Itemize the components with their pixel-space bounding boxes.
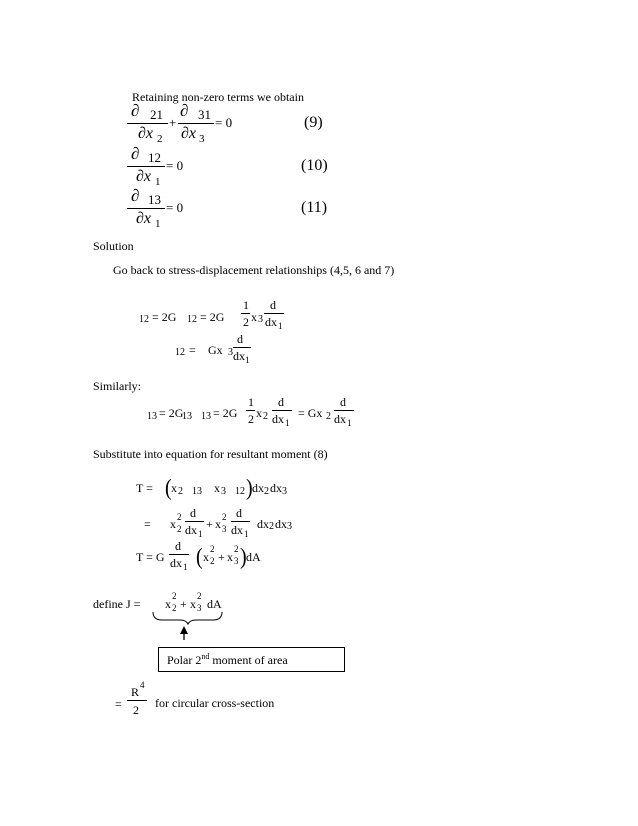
subscript: 1 bbox=[155, 176, 161, 188]
term: x bbox=[171, 481, 177, 495]
substitute-text: Substitute into equation for resultant moment (8) bbox=[93, 447, 328, 461]
term: x bbox=[256, 406, 262, 420]
subscript: 3 bbox=[222, 524, 227, 534]
term: = Gx bbox=[298, 406, 323, 420]
term: x bbox=[251, 310, 257, 324]
term: x bbox=[165, 597, 171, 611]
equals-sign: = bbox=[144, 517, 151, 531]
equation-number: (11) bbox=[301, 199, 328, 216]
term: = bbox=[189, 343, 196, 357]
numerator: R bbox=[131, 685, 140, 699]
subscript: 2 bbox=[177, 524, 182, 534]
term: = 2G bbox=[200, 310, 225, 324]
term: dx bbox=[257, 517, 269, 531]
half-numerator: 1 bbox=[243, 298, 249, 312]
polar-label-post: moment of area bbox=[209, 653, 288, 667]
term: dx bbox=[275, 517, 287, 531]
partial-symbol: ∂ bbox=[131, 186, 140, 205]
subscript: 13 bbox=[148, 192, 161, 207]
denominator: ∂x bbox=[181, 125, 197, 142]
subscript: 2 bbox=[172, 603, 177, 613]
term: T = G bbox=[136, 550, 165, 564]
derivative-denominator: dx bbox=[265, 315, 277, 329]
subscript: 21 bbox=[150, 107, 163, 122]
subscript: 3 bbox=[287, 521, 292, 532]
derivative-numerator: d bbox=[175, 539, 181, 553]
derivative-denominator: dx bbox=[334, 412, 346, 426]
derivative-denominator: dx bbox=[272, 412, 284, 426]
denominator: ∂x bbox=[138, 125, 154, 142]
subscript: 2 bbox=[326, 411, 331, 422]
subscript: 13 bbox=[201, 411, 211, 422]
subscript: 2 bbox=[210, 556, 215, 566]
subscript: 2 bbox=[269, 521, 274, 532]
similarly-text: Similarly: bbox=[93, 379, 141, 393]
subscript: 13 bbox=[147, 411, 157, 422]
plus-sign: + bbox=[218, 550, 225, 564]
subscript: 2 bbox=[157, 133, 163, 145]
term: x bbox=[203, 550, 209, 564]
derivative-numerator: d bbox=[340, 395, 346, 409]
equals-sign: = bbox=[115, 697, 122, 711]
denominator: ∂x bbox=[136, 210, 152, 227]
subscript: 1 bbox=[347, 418, 352, 428]
subscript: 13 bbox=[182, 411, 192, 422]
subscript: 3 bbox=[199, 133, 205, 145]
term: x bbox=[170, 517, 176, 531]
derivative-numerator: d bbox=[237, 332, 243, 346]
equals-zero: = 0 bbox=[215, 115, 233, 130]
superscript: 2 bbox=[222, 512, 227, 522]
term: x bbox=[190, 597, 196, 611]
right-paren: ) bbox=[246, 475, 253, 501]
subscript: 12 bbox=[235, 486, 245, 497]
subscript: 3 bbox=[197, 603, 202, 613]
subscript: 2 bbox=[264, 486, 269, 497]
right-paren: ) bbox=[240, 544, 247, 570]
subscript: 1 bbox=[245, 355, 250, 365]
term: x bbox=[215, 517, 221, 531]
derivative-numerator: d bbox=[236, 506, 242, 520]
term: = 2G bbox=[159, 406, 184, 420]
subscript: 12 bbox=[175, 347, 185, 358]
subscript: 3 bbox=[221, 486, 226, 497]
term: = 2G bbox=[152, 310, 177, 324]
half-denominator: 2 bbox=[248, 412, 254, 426]
term: dA bbox=[246, 550, 261, 564]
half-denominator: 2 bbox=[243, 315, 249, 329]
term: dx bbox=[252, 481, 264, 495]
term: Gx bbox=[208, 343, 223, 357]
superscript: 2 bbox=[197, 591, 202, 601]
subscript: 3 bbox=[228, 347, 233, 358]
subscript: 2 bbox=[178, 486, 183, 497]
subscript: 3 bbox=[282, 486, 287, 497]
polar-label-pre: Polar 2 bbox=[167, 653, 202, 667]
subscript: 1 bbox=[198, 529, 203, 539]
derivative-denominator: dx bbox=[170, 556, 182, 570]
subscript: 1 bbox=[155, 218, 161, 230]
denominator: ∂x bbox=[136, 168, 152, 185]
solution-heading: Solution bbox=[93, 239, 134, 253]
term: T = bbox=[136, 481, 153, 495]
denominator: 2 bbox=[133, 703, 139, 717]
derivative-numerator: d bbox=[190, 506, 196, 520]
term: dA bbox=[207, 597, 222, 611]
left-paren: ( bbox=[196, 544, 203, 570]
derivative-denominator: dx bbox=[231, 523, 243, 537]
superscript: 2 bbox=[172, 591, 177, 601]
derivative-numerator: d bbox=[270, 298, 276, 312]
term: = 2G bbox=[213, 406, 238, 420]
subscript: 1 bbox=[244, 529, 249, 539]
subscript: 2 bbox=[263, 411, 268, 422]
subscript: 1 bbox=[183, 562, 188, 572]
term: dx bbox=[270, 481, 282, 495]
superscript: 2 bbox=[210, 544, 215, 554]
superscript: 4 bbox=[140, 680, 145, 690]
subscript: 12 bbox=[187, 314, 197, 325]
subscript: 3 bbox=[234, 556, 239, 566]
polar-label-sup: nd bbox=[201, 652, 210, 661]
polar-moment-label bbox=[167, 653, 288, 666]
subscript: 12 bbox=[148, 150, 161, 165]
subscript: 31 bbox=[198, 107, 211, 122]
equation-number: (10) bbox=[301, 157, 328, 174]
half-numerator: 1 bbox=[248, 395, 254, 409]
plus-sign: + bbox=[169, 115, 177, 130]
term: x bbox=[227, 550, 233, 564]
term: x bbox=[214, 481, 220, 495]
superscript: 2 bbox=[177, 512, 182, 522]
goback-text: Go back to stress-displacement relationships (4,5, 6 and 7) bbox=[113, 263, 395, 277]
partial-symbol: ∂ bbox=[131, 101, 140, 120]
subscript: 1 bbox=[278, 321, 283, 331]
plus-sign: + bbox=[206, 517, 213, 531]
partial-symbol: ∂ bbox=[131, 144, 140, 163]
derivative-numerator: d bbox=[278, 395, 284, 409]
polar-note: for circular cross-section bbox=[155, 696, 275, 710]
equals-zero: = 0 bbox=[166, 158, 184, 173]
derivative-denominator: dx bbox=[233, 349, 245, 363]
plus-sign: + bbox=[180, 597, 187, 611]
equals-zero: = 0 bbox=[166, 200, 184, 215]
subscript: 12 bbox=[139, 314, 149, 325]
superscript: 2 bbox=[234, 544, 239, 554]
derivative-denominator: dx bbox=[185, 523, 197, 537]
partial-symbol: ∂ bbox=[180, 101, 189, 120]
left-paren: ( bbox=[165, 475, 172, 501]
define-j-label: define J = bbox=[93, 597, 141, 611]
intro-text: Retaining non-zero terms we obtain bbox=[132, 90, 304, 104]
fraction-bar bbox=[127, 700, 147, 701]
subscript: 13 bbox=[192, 486, 202, 497]
subscript: 3 bbox=[258, 314, 263, 325]
equation-number: (9) bbox=[304, 114, 323, 131]
subscript: 1 bbox=[285, 418, 290, 428]
